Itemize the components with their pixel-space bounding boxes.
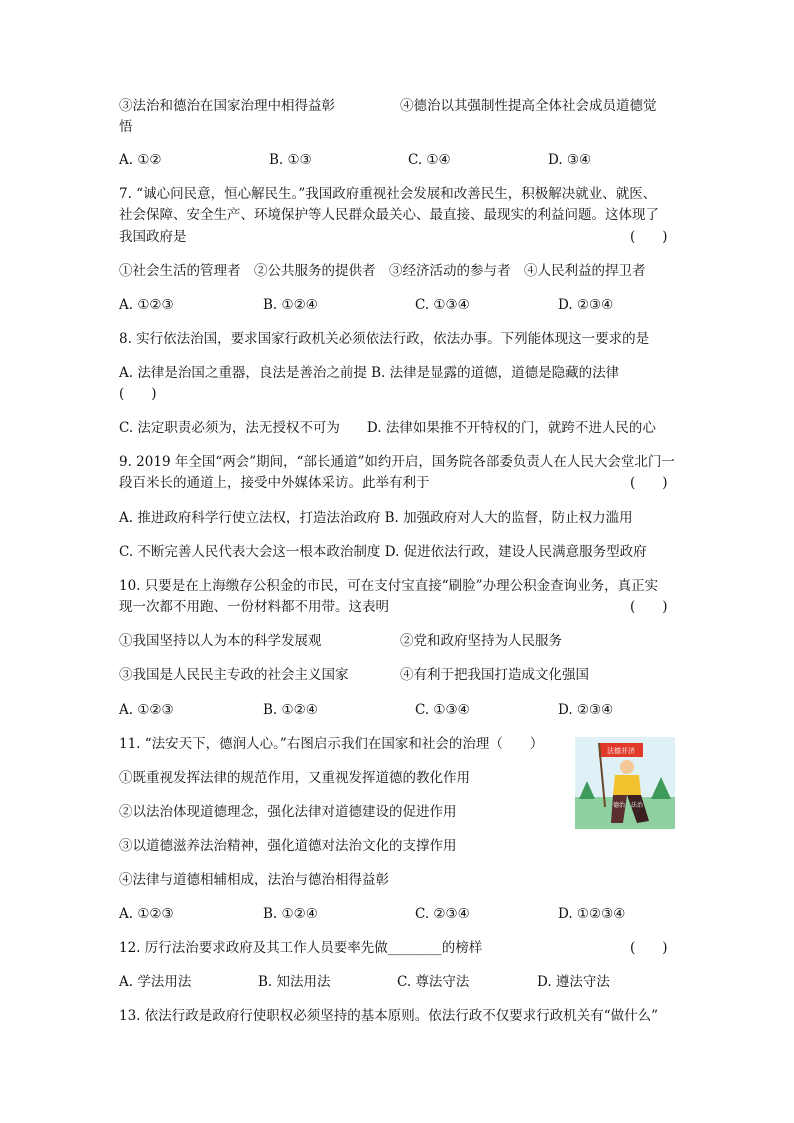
- q10-answer-blank: ( ): [630, 599, 668, 615]
- cartoon-illustration: [575, 737, 675, 829]
- flag-text: 法德并济: [607, 747, 635, 755]
- q11-statement-1: ①既重视发挥法律的规范作用，又重视发挥道德的教化作用: [119, 770, 470, 786]
- q13-stem: 13. 依法行政是政府行使职权必须坚持的基本原则。依法行政不仅要求行政机关有“做什么”: [119, 1008, 659, 1024]
- q8-answer-blank: ( ): [119, 386, 157, 402]
- q6-option-b: B. ①③: [269, 152, 312, 168]
- cartoon-shirt: [613, 775, 641, 795]
- q11-option-a: A. ①②③: [119, 906, 174, 922]
- q10-statement-3: ③我国是人民民主专政的社会主义国家: [119, 667, 349, 683]
- q12-answer-blank: ( ): [630, 940, 668, 956]
- q7-option-a: A. ①②③: [119, 297, 174, 313]
- q9-options-ab: A. 推进政府科学行使立法权，打造法治政府 B. 加强政府对人大的监督，防止权力滥用: [119, 510, 633, 526]
- q6-option-d: D. ③④: [548, 152, 592, 168]
- q10-statement-2: ②党和政府坚持为人民服务: [400, 633, 562, 649]
- q6-option-a: A. ①②: [119, 152, 162, 168]
- q8-options-cd: C. 法定职责必须为，法无授权不可为 D. 法律如果推不开特权的门，就跨不进人民的心: [119, 420, 656, 436]
- q7-statements: ①社会生活的管理者 ②公共服务的提供者 ③经济活动的参与者 ④人民利益的捍卫者: [119, 263, 646, 279]
- q11-option-d: D. ①②③④: [558, 906, 626, 922]
- q7-answer-blank: ( ): [630, 229, 668, 245]
- q11-statement-2: ②以法治体现道德理念，强化法律对道德建设的促进作用: [119, 804, 457, 820]
- q12-option-d: D. 遵法守法: [537, 974, 610, 990]
- q10-line-1: 10. 只要是在上海缴存公积金的市民，可在支付宝直接“刷脸”办理公积金查询业务，真正实: [119, 578, 659, 594]
- q10-option-a: A. ①②③: [119, 702, 174, 718]
- q9-line-1: 9. 2019 年全国“两会”期间，“部长通道”如约开启，国务院各部委负责人在人民大会堂北门一: [119, 454, 675, 470]
- q7-option-c: C. ①③④: [415, 297, 470, 313]
- q9-options-cd: C. 不断完善人民代表大会这一根本政治制度 D. 促进依法行政，建设人民满意服务型政府: [119, 544, 647, 560]
- q10-statement-1: ①我国坚持以人为本的科学发展观: [119, 633, 322, 649]
- q6-option-c: C. ①④: [408, 152, 451, 168]
- q7-line-3: 我国政府是: [119, 229, 187, 245]
- q8-stem: 8. 实行依法治国，要求国家行政机关必须依法行政，依法办事。下列能体现这一要求的是: [119, 331, 650, 347]
- q11-statement-3: ③以道德滋养法治精神，强化道德对法治文化的支撑作用: [119, 838, 457, 854]
- q11-option-b: B. ①②④: [263, 906, 318, 922]
- cartoon-head: [620, 760, 634, 774]
- q12-option-c: C. 尊法守法: [397, 974, 470, 990]
- leg-label-right: 法治: [630, 802, 644, 809]
- q7-option-b: B. ①②④: [263, 297, 318, 313]
- q7-line-1: 7. “诚心问民意，恒心解民生。”我国政府重视社会发展和改善民生，积极解决就业、就医、: [119, 186, 657, 202]
- q7-line-2: 社会保障、安全生产、环境保护等人民群众最关心、最直接、最现实的利益问题。这体现了: [119, 207, 659, 223]
- q12-stem: 12. 厉行法治要求政府及其工作人员要率先做________的榜样: [119, 940, 483, 956]
- q11-option-c: C. ②③④: [415, 906, 470, 922]
- q10-line-2: 现一次都不用跑、一份材料都不用带。这表明: [119, 599, 389, 615]
- q7-option-d: D. ②③④: [558, 297, 614, 313]
- q9-answer-blank: ( ): [630, 475, 668, 491]
- q12-option-b: B. 知法用法: [258, 974, 331, 990]
- leg-label-left: 德治: [612, 802, 626, 809]
- q12-option-a: A. 学法用法: [119, 974, 192, 990]
- q6-statement-4-cont: 悟: [119, 119, 133, 135]
- q6-statement-4: ④德治以其强制性提高全体社会成员道德觉: [400, 98, 657, 114]
- q11-statement-4: ④法律与道德相辅相成，法治与德治相得益彰: [119, 872, 389, 888]
- q9-line-2: 段百米长的通道上，接受中外媒体采访。此举有利于: [119, 475, 430, 491]
- q10-option-c: C. ①③④: [415, 702, 470, 718]
- q10-option-d: D. ②③④: [558, 702, 614, 718]
- q10-option-b: B. ①②④: [263, 702, 318, 718]
- q10-statement-4: ④有利于把我国打造成文化强国: [400, 667, 589, 683]
- q8-options-ab: A. 法律是治国之重器，良法是善治之前提 B. 法律是显露的道德，道德是隐藏的法律: [119, 365, 620, 381]
- q6-statement-3: ③法治和德治在国家治理中相得益彰: [119, 98, 335, 114]
- q11-stem: 11. “法安天下，德润人心。”右图启示我们在国家和社会的治理（ ）: [119, 736, 544, 752]
